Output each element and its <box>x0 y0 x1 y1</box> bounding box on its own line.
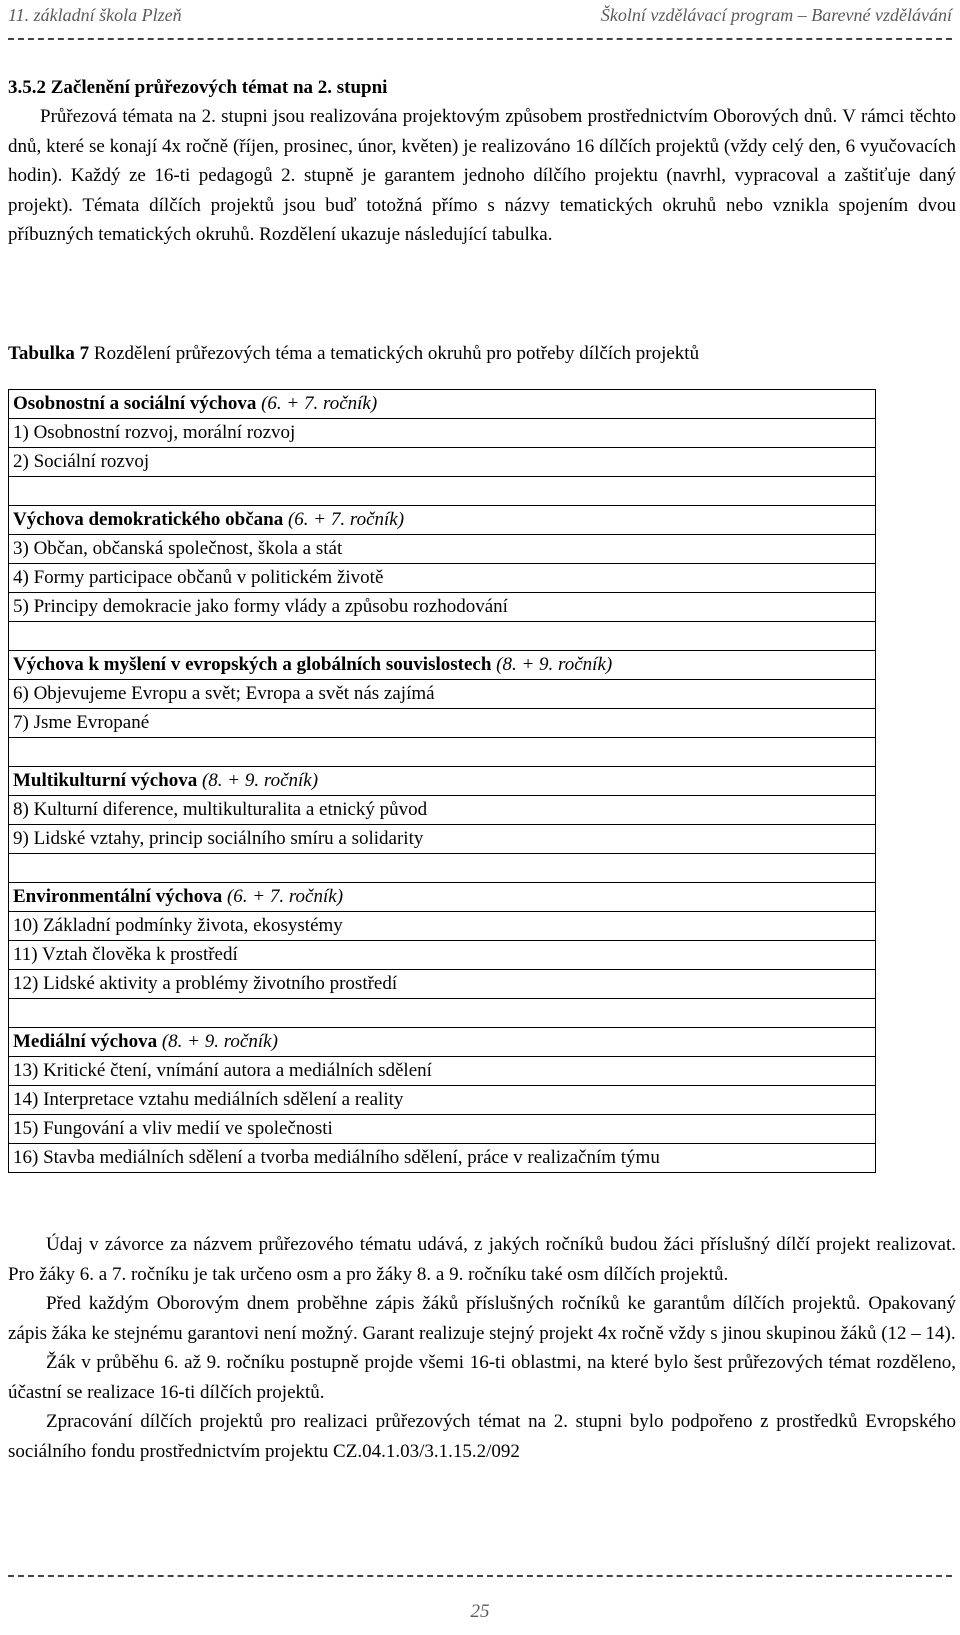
topic-item: 4) Formy participace občanů v politickém životě <box>9 564 876 593</box>
topic-item: 15) Fungování a vliv medií ve společnosti <box>9 1115 876 1144</box>
table-category-row <box>9 883 876 912</box>
category-grade: (8. + 9. ročník) <box>157 1031 278 1052</box>
table-row <box>9 1086 876 1115</box>
topic-item: 9) Lidské vztahy, princip sociálního smíru a solidarity <box>9 825 876 854</box>
category-grade: (8. + 9. ročník) <box>197 770 319 791</box>
table-spacer-cell <box>9 738 876 767</box>
topic-item: 11) Vztah člověka k prostředí <box>9 941 876 970</box>
table-category-row <box>9 1028 876 1057</box>
topic-item: 13) Kritické čtení, vnímání autora a mediálních sdělení <box>9 1057 876 1086</box>
outro-paragraph: Zpracování dílčích projektů pro realizaci průřezových témat na 2. stupni bylo podpořeno z prostředků Evropského sociálního fondu prostřednictvím projektu CZ.04.1.03/3.1.15.2/092 <box>8 1411 956 1462</box>
table-row <box>9 593 876 622</box>
table-spacer-row <box>9 738 876 767</box>
table-category-cell <box>9 390 876 419</box>
category-name: Výchova demokratického občana <box>13 509 284 530</box>
category-grade: (6. + 7. ročník) <box>283 509 405 530</box>
table-spacer-cell <box>9 477 876 506</box>
table-category-cell <box>9 506 876 535</box>
header-school: 11. základní škola Plzeň <box>8 5 182 25</box>
table-caption-text: Rozdělení průřezových téma a tematických okruhů pro potřeby dílčích projektů <box>89 343 700 364</box>
table-category-cell <box>9 767 876 796</box>
table-spacer-row <box>9 999 876 1028</box>
header-program: Školní vzdělávací program – Barevné vzdělávání <box>600 5 952 25</box>
category-name: Multikulturní výchova <box>13 770 198 791</box>
topic-item: 1) Osobnostní rozvoj, morální rozvoj <box>9 419 876 448</box>
category-name: Mediální výchova <box>13 1031 158 1052</box>
topics-table <box>8 389 876 1173</box>
table-row <box>9 941 876 970</box>
topic-item: 3) Občan, občanská společnost, škola a stát <box>9 535 876 564</box>
table-row <box>9 564 876 593</box>
table-spacer-cell <box>9 622 876 651</box>
section-title: 3.5.2 Začlenění průřezových témat na 2. stupni <box>8 77 388 98</box>
topic-item: 12) Lidské aktivity a problémy životního prostředí <box>9 970 876 999</box>
table-row <box>9 535 876 564</box>
outro-text <box>8 1230 956 1466</box>
header-divider <box>8 38 952 40</box>
table-category-cell <box>9 651 876 680</box>
table-row <box>9 912 876 941</box>
footer-divider <box>8 1575 952 1577</box>
table-row <box>9 796 876 825</box>
topic-item: 14) Interpretace vztahu mediálních sdělení a reality <box>9 1086 876 1115</box>
table-category-row <box>9 767 876 796</box>
table-category-row <box>9 506 876 535</box>
category-grade: (8. + 9. ročník) <box>491 654 613 675</box>
table-row <box>9 1057 876 1086</box>
table-row <box>9 1144 876 1173</box>
category-grade: (6. + 7. ročník) <box>256 393 378 414</box>
topic-item: 16) Stavba mediálních sdělení a tvorba mediálního sdělení, práce v realizačním týmu <box>9 1144 876 1173</box>
table-spacer-cell <box>9 999 876 1028</box>
table-spacer-row <box>9 622 876 651</box>
table-row <box>9 825 876 854</box>
topic-item: 6) Objevujeme Evropu a svět; Evropa a svět nás zajímá <box>9 680 876 709</box>
table-row <box>9 419 876 448</box>
category-name: Výchova k myšlení v evropských a globálních souvislostech <box>13 654 492 675</box>
table-category-cell <box>9 1028 876 1057</box>
table-category-row <box>9 390 876 419</box>
table-row <box>9 709 876 738</box>
intro-paragraph: Průřezová témata na 2. stupni jsou realizována projektovým způsobem prostřednictvím Oborových dnů. V rámci těchto dnů, které se konají 4x ročně (říjen, prosinec, únor, květen) je realizováno 16 dílčích projektů (vždy celý den, 6 vyučovacích hodin). Každý ze 16-ti pedagogů 2. stupně je garantem jednoho dílčího projektu (navrhl, vypracoval a zaštiťuje daný projekt). Témata dílčích projektů jsou buď totožná přímo s názvy tematických okruhů nebo vznikla spojením dvou příbuzných tematických okruhů. Rozdělení ukazuje následující tabulka. <box>8 106 956 245</box>
table-row <box>9 1115 876 1144</box>
outro-paragraph: Údaj v závorce za názvem průřezového tématu udává, z jakých ročníků budou žáci příslušný dílčí projekt realizovat. Pro žáky 6. a 7. ročníku je tak určeno osm a pro žáky 8. a 9. ročníku také osm dílčích projektů. <box>8 1234 956 1285</box>
table-row <box>9 680 876 709</box>
table-row <box>9 448 876 477</box>
table-row <box>9 970 876 999</box>
category-grade: (6. + 7. ročník) <box>222 886 344 907</box>
topic-item: 5) Principy demokracie jako formy vlády a způsobu rozhodování <box>9 593 876 622</box>
table-caption <box>8 342 699 366</box>
table-spacer-cell <box>9 854 876 883</box>
topic-item: 2) Sociální rozvoj <box>9 448 876 477</box>
table-caption-label: Tabulka 7 <box>8 343 90 364</box>
category-name: Environmentální výchova <box>13 886 223 907</box>
outro-paragraph: Před každým Oborovým dnem proběhne zápis žáků příslušných ročníků ke garantům dílčích projektů. Opakovaný zápis žáka ke stejnému garantovi není možný. Garant realizuje stejný projekt 4x ročně vždy s jinou skupinou žáků (12 – 14). <box>8 1293 956 1344</box>
topic-item: 7) Jsme Evropané <box>9 709 876 738</box>
table-spacer-row <box>9 854 876 883</box>
outro-paragraph: Žák v průběhu 6. až 9. ročníku postupně projde všemi 16-ti oblastmi, na které bylo šest průřezových témat rozděleno, účastní se realizace 16-ti dílčích projektů. <box>8 1352 956 1403</box>
category-name: Osobnostní a sociální výchova <box>13 393 257 414</box>
table-category-cell <box>9 883 876 912</box>
topic-item: 10) Základní podmínky života, ekosystémy <box>9 912 876 941</box>
topic-item: 8) Kulturní diference, multikulturalita a etnický původ <box>9 796 876 825</box>
table-category-row <box>9 651 876 680</box>
page-number: 25 <box>470 1601 490 1622</box>
table-spacer-row <box>9 477 876 506</box>
